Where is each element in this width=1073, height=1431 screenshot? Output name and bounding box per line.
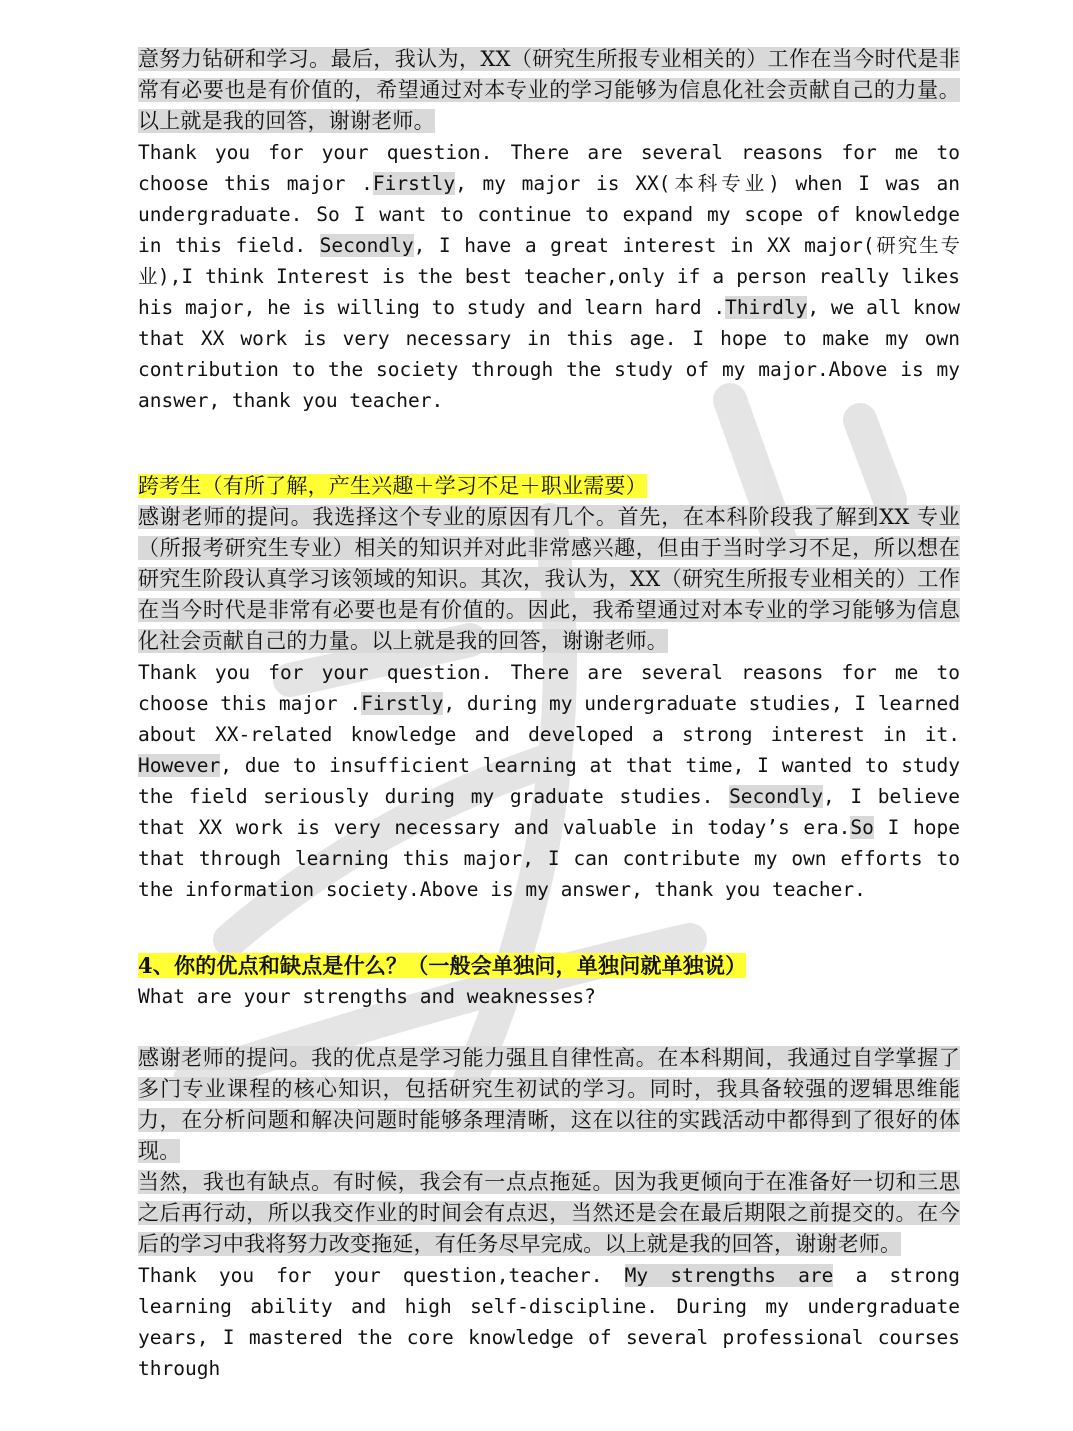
keyword-highlight: So [850,816,874,839]
keyword-highlight: Firstly [372,172,456,195]
keyword-highlight: Firstly [361,692,444,715]
keyword-highlight: Thirdly [725,296,808,319]
answer-en-cross-major: Thank you for your question. There are several reasons for me to choose this major .Firstly, during my undergraduate studies, I learned about XX-related knowledge and developed a strong interest in it. However, due to insufficient learning at that time, I wanted to study the field seriously during my graduate studies. Secondly, I believe that XX work is very necessary and valuable in today’s era.So I hope that through learning this major, I can contribute my own efforts to the information society.Above is my answer, thank you teacher. [138,661,960,901]
question-en: What are your strengths and weaknesses? [138,985,596,1008]
answer-cn-cross-major: 感谢老师的提问。我选择这个专业的原因有几个。首先，在本科阶段我了解到XX 专业（所报考研究生专业）相关的知识并对此非常感兴趣，但由于当时学习不足，所以想在研究生阶段认真学习该领域的知识。其次，我认为，XX（研究生所报专业相关的）工作在当今时代是非常有必要也是有价值的。因此，我希望通过对本专业的学习能够为信息化社会贡献自己的力量。以上就是我的回答，谢谢老师。 [138,505,960,653]
keyword-highlight: My strengths are [624,1264,834,1287]
section-heading-strengths: 4、你的优点和缺点是什么？（一般会单独问，单独问就单独说） [138,953,747,978]
answer-cn-tail: 意努力钻研和学习。最后，我认为，XX（研究生所报专业相关的）工作在当今时代是非常有必要也是有价值的，希望通过对本专业的学习能够为信息化社会贡献自己的力量。以上就是我的回答，谢谢老师。 [138,47,960,133]
answer-cn-strengths: 感谢老师的提问。我的优点是学习能力强且自律性高。在本科期间，我通过自学掌握了多门专业课程的核心知识，包括研究生初试的学习。同时，我具备较强的逻辑思维能力，在分析问题和解决问题时能够条理清晰，这在以往的实践活动中都得到了很好的体现。 [138,1046,960,1163]
document-page [138,44,960,1384]
keyword-highlight: Secondly [729,785,823,808]
keyword-highlight: However [138,754,221,777]
answer-cn-weaknesses: 当然，我也有缺点。有时候，我会有一点点拖延。因为我更倾向于在准备好一切和三思之后再行动，所以我交作业的时间会有点迟，当然还是会在最后期限之前提交的。在今后的学习中我将努力改变拖延，有任务尽早完成。以上就是我的回答，谢谢老师。 [138,1170,960,1256]
answer-en-strengths: Thank you for your question,teacher. My strengths are a strong learning ability and high self-discipline. During my undergraduate years, I mastered the core knowledge of several professional courses through [138,1264,960,1380]
answer-en-1: Thank you for your question. There are several reasons for me to choose this major .Firstly, my major is XX(本科专业) when I was an undergraduate. So I want to continue to expand my scope of knowledge in this field. Secondly, I have a great interest in XX major(研究生专业),I think Interest is the best teacher,only if a person really likes his major, he is willing to study and learn hard .Thirdly, we all know that XX work is very necessary in this age. I hope to make my own contribution to the society through the study of my major.Above is my answer, thank you teacher. [138,141,961,412]
keyword-highlight: Secondly [319,234,414,257]
section-heading-cross-major: 跨考生（有所了解，产生兴趣＋学习不足＋职业需要） [138,474,647,498]
